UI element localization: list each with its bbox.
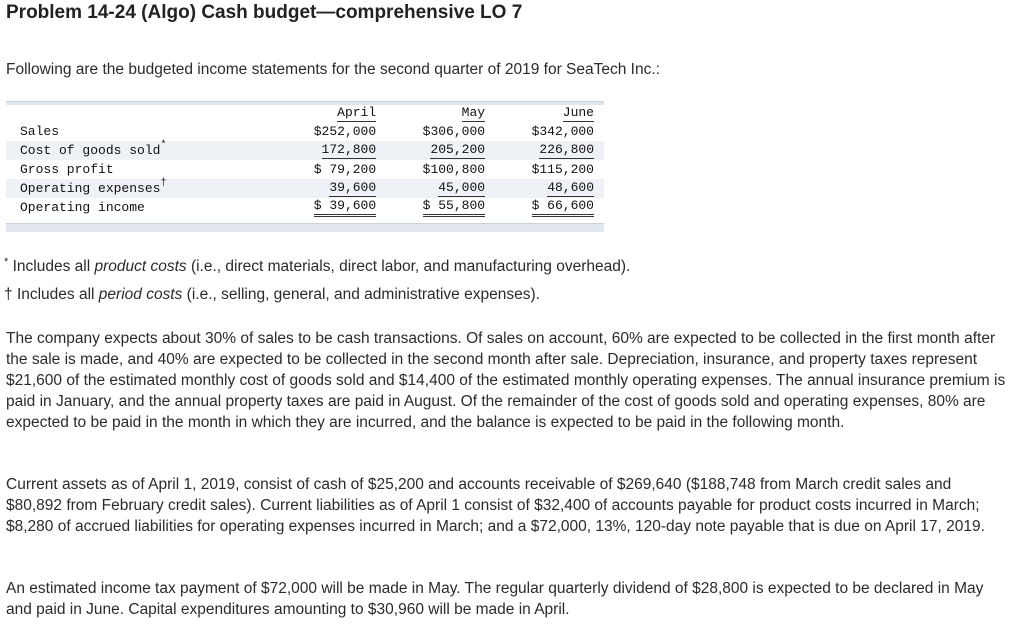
cell-value: $ 55,800 xyxy=(423,198,485,217)
row-label: Operating income xyxy=(20,200,145,215)
footnote-marker-star: * xyxy=(160,140,167,151)
cell-value: $ 39,600 xyxy=(314,198,376,217)
cell-value: $306,000 xyxy=(422,124,486,139)
cell-value: $115,200 xyxy=(531,162,594,177)
intro-text: Following are the budgeted income statements for the second quarter of 2019 for SeaTech Inc.: xyxy=(6,61,660,78)
footnote-star-symbol: * xyxy=(4,256,9,268)
income-statement-table xyxy=(6,101,604,232)
cell-value: $342,000 xyxy=(531,124,594,139)
footnote-text: Includes all xyxy=(12,258,95,276)
table-row-sales xyxy=(6,122,604,141)
table-row-operating-income xyxy=(6,198,604,217)
cell-value: 39,600 xyxy=(329,180,377,195)
row-label: Sales xyxy=(20,124,60,139)
header-june: June xyxy=(562,105,594,120)
table-row-gross-profit xyxy=(6,160,604,179)
cell-value: 205,200 xyxy=(430,142,486,157)
cell-value: 48,600 xyxy=(547,180,594,195)
table-header-row xyxy=(6,105,604,122)
cell-value: $100,800 xyxy=(422,162,486,177)
row-label: Operating expenses xyxy=(20,181,161,196)
cell-value: $252,000 xyxy=(313,124,377,139)
table-bottom-rule xyxy=(6,223,604,232)
row-label: Cost of goods sold xyxy=(20,143,161,158)
page-title: Problem 14-24 (Algo) Cash budget—comprehensive LO 7 xyxy=(6,2,523,23)
footnote-product-costs xyxy=(4,256,630,276)
cell-value: $ 66,600 xyxy=(532,198,594,217)
paragraph-collections: The company expects about 30% of sales to be cash transactions. Of sales on account, 60% are expected to be collected in the first month after the sale is made, and 40% are expected to be collected in the second month after sale. Depreciation, insurance, and property taxes represent $21,600 of the estimated monthly cost of goods sold and $14,400 of the estimated monthly operating expenses. The annual insurance premium is paid in January, and the annual property taxes are paid in August. Of the remainder of the cost of goods sold and operating expenses, 80% are expected to be paid in the month in which they are incurred, and the balance is expected to be paid in the following month. xyxy=(6,330,1006,431)
footnote-text: (i.e., direct materials, direct labor, and manufacturing overhead). xyxy=(186,258,631,276)
table-row-cogs xyxy=(6,141,604,160)
paragraph-taxes-dividends: An estimated income tax payment of $72,000 will be made in May. The regular quarterly dividend of $28,800 is expected to be declared in May and paid in June. Capital expenditures amounting to $30,960 will be made in April. xyxy=(6,580,984,618)
header-may: May xyxy=(461,105,486,120)
table-row-operating-expenses xyxy=(6,179,604,198)
footnote-emphasis: period costs xyxy=(98,286,183,303)
footnote-dagger-symbol: † xyxy=(4,286,13,303)
footnote-period-costs xyxy=(4,286,540,304)
cell-value: 172,800 xyxy=(321,142,377,157)
cell-value: 45,000 xyxy=(438,180,486,195)
row-label: Gross profit xyxy=(20,162,114,177)
footnote-marker-dagger: † xyxy=(160,178,167,189)
header-april: April xyxy=(337,105,377,120)
footnote-emphasis: product costs xyxy=(94,258,187,276)
footnote-text: (i.e., selling, general, and administrative expenses). xyxy=(182,286,540,303)
paragraph-current-assets: Current assets as of April 1, 2019, consist of cash of $25,200 and accounts receivable of $269,640 ($188,748 from March credit sales and $80,892 from February credit sales). Current liabilities as of April 1 consist of $32,400 of accounts payable for product costs incurred in March; $8,280 of accrued liabilities for operating expenses incurred in March; and a $72,000, 13%, 120-day note payable that is due on April 17, 2019. xyxy=(6,476,985,535)
footnote-text: Includes all xyxy=(16,286,99,303)
cell-value: 226,800 xyxy=(539,142,594,157)
cell-value: $ 79,200 xyxy=(313,162,377,177)
